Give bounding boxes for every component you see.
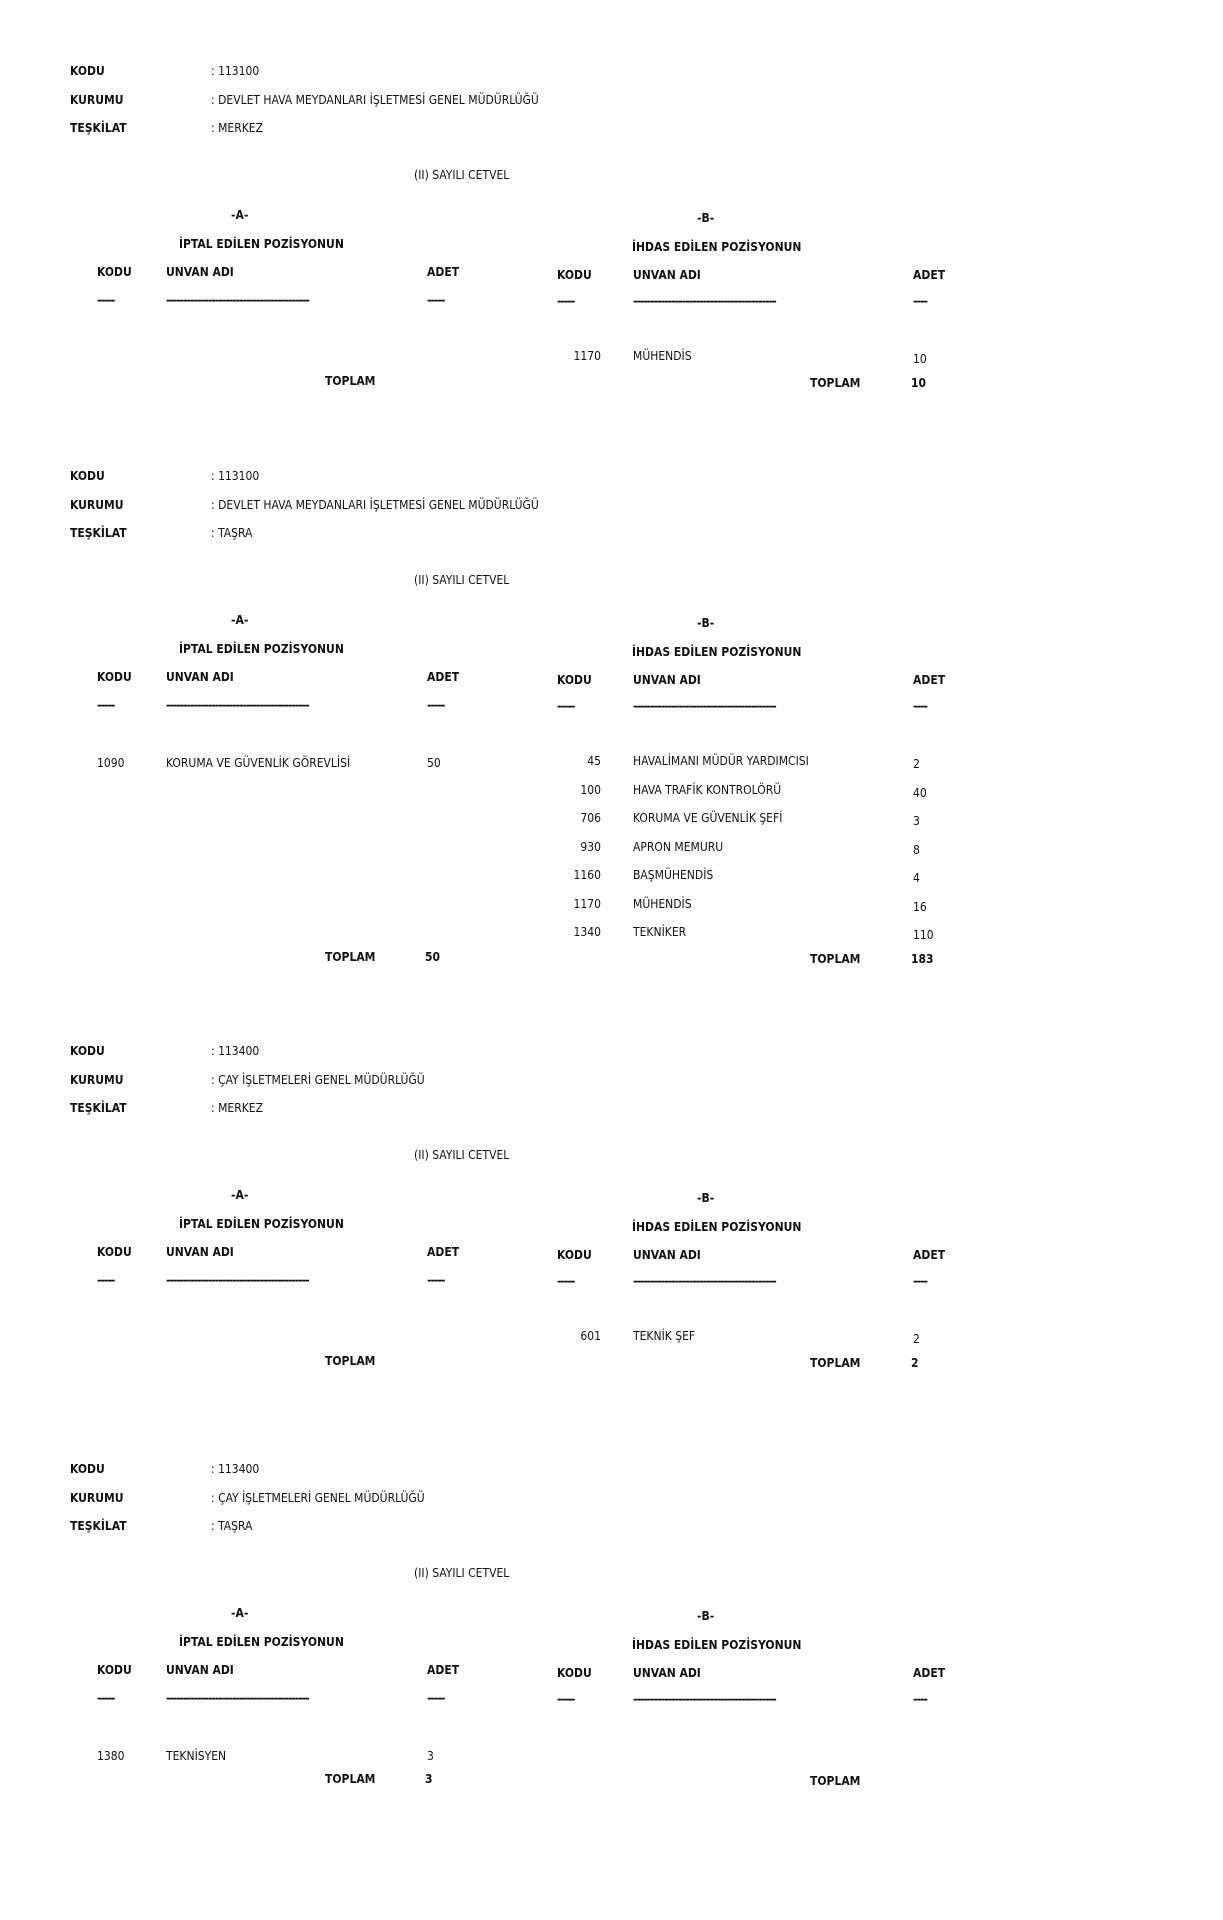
b-row-unvan: TEKNİK ŞEF <box>633 1329 696 1343</box>
a-dash-kodu: ----- <box>97 1273 115 1287</box>
a-dash-adet: ----- <box>427 293 445 307</box>
b-row-adet: 8 <box>913 842 920 857</box>
a-dash-adet: ----- <box>427 1273 445 1287</box>
section-b-marker: -B- <box>697 616 715 630</box>
kurumu-label: KURUMU <box>70 1491 124 1505</box>
a-dash-kodu: ----- <box>97 1691 115 1705</box>
b-row-unvan: MÜHENDİS <box>633 896 692 911</box>
a-toplam-label: TOPLAM <box>325 373 376 388</box>
b-row-kodu: 1160 <box>573 868 601 882</box>
section-a-marker: -A- <box>231 1188 249 1202</box>
b-col-unvan: UNVAN ADI <box>633 1666 701 1680</box>
b-col-adet: ADET <box>913 1666 946 1680</box>
a-col-unvan: UNVAN ADI <box>166 265 234 279</box>
b-dash-kodu: ----- <box>557 699 575 713</box>
b-col-kodu: KODU <box>557 1666 592 1680</box>
kurumu-value: : DEVLET HAVA MEYDANLARI İŞLETMESİ GENEL MÜDÜRLÜĞÜ <box>211 93 539 107</box>
b-row-kodu: 706 <box>580 811 601 825</box>
teskilat-value: : TAŞRA <box>211 526 253 540</box>
b-toplam-label: TOPLAM <box>810 1773 861 1788</box>
b-row-adet: 2 <box>913 1332 920 1346</box>
ihdas-heading: İHDAS EDİLEN POZİSYONUN <box>632 240 802 254</box>
b-row-unvan: HAVA TRAFİK KONTROLÖRÜ <box>633 782 782 797</box>
section-b-marker: -B- <box>697 1191 715 1205</box>
kodu-value: : 113100 <box>211 469 260 483</box>
cetvel-title: (II) SAYILI CETVEL <box>414 1148 510 1162</box>
a-toplam-label: TOPLAM <box>325 1353 376 1368</box>
b-dash-unvan: ----------------------------------------- <box>633 1692 776 1706</box>
a-col-adet: ADET <box>427 1663 460 1677</box>
b-row-unvan: MÜHENDİS <box>633 349 692 363</box>
b-col-unvan: UNVAN ADI <box>633 673 701 687</box>
b-dash-unvan: ----------------------------------------- <box>633 699 776 713</box>
iptal-heading: İPTAL EDİLEN POZİSYONUN <box>179 1635 344 1649</box>
b-dash-kodu: ----- <box>557 1274 575 1288</box>
a-toplam-label: TOPLAM <box>325 1771 376 1786</box>
kodu-label: KODU <box>70 1044 105 1058</box>
b-col-adet: ADET <box>913 1248 946 1262</box>
b-row-adet: 3 <box>913 814 920 828</box>
b-row-kodu: 1170 <box>573 349 601 363</box>
a-dash-adet: ----- <box>427 1691 445 1705</box>
b-row-adet: 4 <box>913 871 920 885</box>
b-toplam-label: TOPLAM <box>810 1355 861 1370</box>
a-dash-kodu: ----- <box>97 293 115 307</box>
b-row-kodu: 1170 <box>573 896 601 911</box>
teskilat-value: : MERKEZ <box>211 121 263 135</box>
b-col-unvan: UNVAN ADI <box>633 1248 701 1262</box>
a-col-adet: ADET <box>427 670 460 684</box>
kodu-value: : 113400 <box>211 1462 260 1476</box>
b-col-adet: ADET <box>913 268 946 282</box>
a-toplam-value: 3 <box>425 1771 433 1786</box>
kurumu-value: : ÇAY İŞLETMELERİ GENEL MÜDÜRLÜĞÜ <box>211 1491 425 1505</box>
a-row-kodu: 1090 <box>97 756 125 770</box>
kodu-label: KODU <box>70 64 105 78</box>
b-toplam-label: TOPLAM <box>810 951 861 966</box>
b-dash-unvan: ----------------------------------------- <box>633 1274 776 1288</box>
b-row-kodu: 1340 <box>573 925 601 939</box>
b-col-kodu: KODU <box>557 1248 592 1262</box>
cetvel-title: (II) SAYILI CETVEL <box>414 168 510 182</box>
b-row-adet: 110 <box>913 928 934 942</box>
cetvel-title: (II) SAYILI CETVEL <box>414 573 510 587</box>
kodu-value: : 113100 <box>211 64 260 78</box>
a-row-unvan: KORUMA VE GÜVENLİK GÖREVLİSİ <box>166 756 351 770</box>
b-toplam-value: 2 <box>911 1355 919 1370</box>
b-dash-kodu: ----- <box>557 1692 575 1706</box>
ihdas-heading: İHDAS EDİLEN POZİSYONUN <box>632 1638 802 1652</box>
teskilat-value: : MERKEZ <box>211 1101 263 1115</box>
a-col-unvan: UNVAN ADI <box>166 1663 234 1677</box>
a-row-kodu: 1380 <box>97 1749 125 1763</box>
b-dash-unvan: ----------------------------------------- <box>633 294 776 308</box>
b-row-unvan: HAVALİMANI MÜDÜR YARDIMCISI <box>633 754 809 768</box>
b-dash-adet: ---- <box>913 1274 927 1288</box>
a-col-adet: ADET <box>427 265 460 279</box>
b-col-kodu: KODU <box>557 673 592 687</box>
b-dash-adet: ---- <box>913 294 927 308</box>
section-b-marker: -B- <box>697 211 715 225</box>
b-dash-adet: ---- <box>913 699 927 713</box>
iptal-heading: İPTAL EDİLEN POZİSYONUN <box>179 237 344 251</box>
a-col-unvan: UNVAN ADI <box>166 670 234 684</box>
kurumu-label: KURUMU <box>70 498 124 512</box>
ihdas-heading: İHDAS EDİLEN POZİSYONUN <box>632 1220 802 1234</box>
b-dash-kodu: ----- <box>557 294 575 308</box>
b-row-kodu: 45 <box>587 754 601 768</box>
kurumu-value: : ÇAY İŞLETMELERİ GENEL MÜDÜRLÜĞÜ <box>211 1073 425 1087</box>
ihdas-heading: İHDAS EDİLEN POZİSYONUN <box>632 645 802 659</box>
b-row-unvan: APRON MEMURU <box>633 839 724 854</box>
a-dash-unvan: ----------------------------------------- <box>166 293 309 307</box>
a-dash-kodu: ----- <box>97 698 115 712</box>
a-dash-adet: ----- <box>427 698 445 712</box>
b-row-unvan: BAŞMÜHENDİS <box>633 868 714 882</box>
b-row-kodu: 601 <box>580 1329 601 1343</box>
b-col-adet: ADET <box>913 673 946 687</box>
section-a-marker: -A- <box>231 1606 249 1620</box>
b-row-kodu: 930 <box>580 839 601 854</box>
kurumu-label: KURUMU <box>70 1073 124 1087</box>
kurumu-label: KURUMU <box>70 93 124 107</box>
b-col-unvan: UNVAN ADI <box>633 268 701 282</box>
teskilat-label: TEŞKİLAT <box>70 1101 127 1115</box>
a-col-unvan: UNVAN ADI <box>166 1245 234 1259</box>
b-dash-adet: ---- <box>913 1692 927 1706</box>
b-row-adet: 40 <box>913 785 927 800</box>
a-toplam-label: TOPLAM <box>325 949 376 964</box>
a-toplam-value: 50 <box>425 949 441 964</box>
teskilat-value: : TAŞRA <box>211 1519 253 1533</box>
a-row-unvan: TEKNİSYEN <box>166 1749 227 1763</box>
kurumu-value: : DEVLET HAVA MEYDANLARI İŞLETMESİ GENEL MÜDÜRLÜĞÜ <box>211 498 539 512</box>
kodu-label: KODU <box>70 1462 105 1476</box>
b-toplam-value: 183 <box>911 951 934 966</box>
teskilat-label: TEŞKİLAT <box>70 121 127 135</box>
a-row-adet: 3 <box>427 1749 434 1763</box>
a-dash-unvan: ----------------------------------------- <box>166 698 309 712</box>
b-row-unvan: TEKNİKER <box>633 925 687 939</box>
a-row-adet: 50 <box>427 756 441 770</box>
a-col-kodu: KODU <box>97 1245 132 1259</box>
a-col-kodu: KODU <box>97 1663 132 1677</box>
kodu-value: : 113400 <box>211 1044 260 1058</box>
a-col-kodu: KODU <box>97 265 132 279</box>
teskilat-label: TEŞKİLAT <box>70 526 127 540</box>
section-a-marker: -A- <box>231 613 249 627</box>
teskilat-label: TEŞKİLAT <box>70 1519 127 1533</box>
iptal-heading: İPTAL EDİLEN POZİSYONUN <box>179 1217 344 1231</box>
a-dash-unvan: ----------------------------------------- <box>166 1273 309 1287</box>
iptal-heading: İPTAL EDİLEN POZİSYONUN <box>179 642 344 656</box>
a-col-kodu: KODU <box>97 670 132 684</box>
section-a-marker: -A- <box>231 208 249 222</box>
b-toplam-label: TOPLAM <box>810 375 861 390</box>
b-row-adet: 2 <box>913 757 920 771</box>
b-row-kodu: 100 <box>580 782 601 797</box>
b-col-kodu: KODU <box>557 268 592 282</box>
b-row-unvan: KORUMA VE GÜVENLİK ŞEFİ <box>633 811 783 825</box>
kodu-label: KODU <box>70 469 105 483</box>
b-row-adet: 16 <box>913 899 927 914</box>
b-row-adet: 10 <box>913 352 927 366</box>
a-dash-unvan: ----------------------------------------- <box>166 1691 309 1705</box>
cetvel-title: (II) SAYILI CETVEL <box>414 1566 510 1580</box>
section-b-marker: -B- <box>697 1609 715 1623</box>
a-col-adet: ADET <box>427 1245 460 1259</box>
b-toplam-value: 10 <box>911 375 927 390</box>
